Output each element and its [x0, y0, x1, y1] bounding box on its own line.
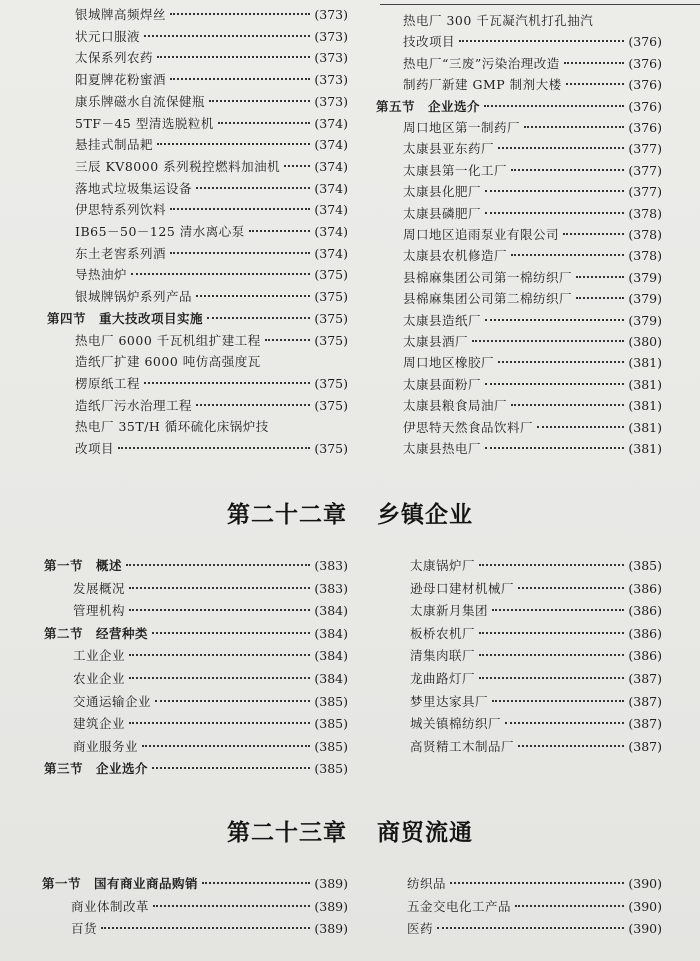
toc-page-number: (374) — [314, 158, 348, 174]
toc-page-number: (374) — [314, 137, 348, 153]
toc-entry — [75, 93, 348, 111]
header-rule — [380, 4, 700, 5]
toc-entry-title: 商业服务业 — [73, 738, 139, 754]
toc-entry — [75, 115, 348, 133]
toc-entry-title: 太康县化肥厂 — [403, 184, 482, 200]
toc-entry-title: 太康县亚东药厂 — [403, 141, 495, 157]
toc-page-number: (384) — [314, 648, 348, 664]
toc-entry-title: 建筑企业 — [73, 716, 126, 732]
leader-dots — [131, 273, 310, 275]
leader-dots — [126, 564, 310, 566]
toc-page-number: (383) — [314, 558, 348, 573]
toc-entry — [403, 55, 662, 73]
toc-entry — [410, 738, 662, 756]
toc-entry-title: 太康锅炉厂 — [410, 558, 476, 573]
leader-dots — [566, 83, 625, 85]
toc-entry — [403, 119, 662, 137]
toc-entry-title: 三辰 KV8000 系列税控燃料加油机 — [75, 158, 281, 174]
toc-page-number: (375) — [314, 289, 348, 305]
toc-entry-title: 悬挂式制品耙 — [75, 137, 154, 153]
toc-entry-title: 制药厂新建 GMP 制剂大楼 — [403, 77, 562, 93]
toc-entry-title: 太康县粮食局油厂 — [403, 398, 508, 414]
toc-entry — [73, 580, 348, 598]
leader-dots — [484, 105, 624, 107]
toc-page-number: (384) — [314, 603, 348, 619]
toc-page-number: (379) — [628, 312, 662, 328]
toc-entry — [403, 33, 662, 51]
toc-page-number: (375) — [314, 375, 348, 391]
toc-entry-title: 伊思特天然食品饮料厂 — [403, 419, 534, 435]
leader-dots — [563, 233, 624, 235]
toc-entry-title: 梦里达家具厂 — [410, 693, 489, 709]
toc-page-number: (376) — [628, 98, 662, 114]
leader-dots — [129, 654, 310, 656]
toc-entry-title: 医药 — [407, 921, 434, 937]
toc-page-number: (373) — [314, 72, 348, 88]
toc-entry — [403, 376, 662, 394]
toc-page-number: (379) — [628, 269, 662, 285]
toc-entry-title: 商业体制改革 — [71, 898, 150, 914]
toc-entry-title: 第一节 国有商业商品购销 — [42, 876, 199, 891]
toc-page-number: (387) — [628, 693, 662, 709]
leader-dots — [157, 56, 310, 58]
toc-page-number: (375) — [314, 441, 348, 456]
toc-page-number: (374) — [314, 245, 348, 261]
toc-entry — [75, 266, 348, 284]
toc-entry — [73, 602, 348, 620]
toc-entry — [410, 557, 662, 575]
toc-page-number: (383) — [314, 580, 348, 596]
toc-entry-title: 周口地区橡胶厂 — [403, 355, 495, 371]
toc-section-entry — [44, 625, 348, 643]
toc-entry-title: 热电厂 300 千瓦凝汽机打孔抽汽 — [403, 13, 594, 28]
toc-entry-title: 状元口服液 — [75, 28, 141, 44]
toc-entry-title: 银城牌高频焊丝 — [75, 7, 167, 22]
toc-entry — [71, 898, 348, 916]
toc-entry — [403, 183, 662, 201]
toc-page-number: (386) — [628, 580, 662, 596]
leader-dots — [196, 187, 310, 189]
toc-entry — [403, 290, 662, 308]
toc-entry — [75, 6, 348, 24]
toc-entry-title: 太康县磷肥厂 — [403, 205, 482, 221]
leader-dots — [209, 100, 310, 102]
toc-entry-title: 周口地区追雨泵业有限公司 — [403, 227, 560, 242]
toc-entry — [410, 625, 662, 643]
leader-dots — [511, 254, 624, 256]
toc-entry — [75, 180, 348, 198]
toc-page-number: (376) — [628, 120, 662, 135]
leader-dots — [144, 382, 310, 384]
toc-entry-title: 板桥农机厂 — [410, 625, 476, 641]
toc-page-number: (379) — [628, 291, 662, 307]
leader-dots — [576, 297, 624, 299]
toc-entry — [75, 158, 348, 176]
leader-dots — [437, 927, 624, 929]
leader-dots — [498, 361, 624, 363]
toc-entry-title: 太康县农机修造厂 — [403, 248, 508, 264]
toc-entry — [71, 920, 348, 938]
leader-dots — [129, 677, 310, 679]
leader-dots — [511, 404, 624, 406]
leader-dots — [492, 700, 624, 702]
toc-page-number: (373) — [314, 50, 348, 66]
toc-entry — [75, 201, 348, 219]
toc-entry-title: 造纸厂扩建 6000 吨仿高强度瓦 — [75, 354, 261, 370]
toc-page-number: (386) — [628, 603, 662, 619]
chapter-23-heading — [0, 814, 700, 847]
toc-page-number: (377) — [628, 141, 662, 157]
toc-page-number: (381) — [628, 355, 662, 371]
toc-page-number: (376) — [628, 55, 662, 71]
toc-entry-title: 落地式垃圾集运设备 — [75, 180, 193, 196]
toc-entry — [403, 312, 662, 330]
toc-page-number: (374) — [314, 224, 348, 239]
chapter-23-name: 商贸流通 — [377, 820, 473, 846]
toc-entry-title: 太康县酒厂 — [403, 334, 469, 349]
toc-page-number: (385) — [314, 693, 348, 709]
toc-entry-title: 太康新月集团 — [410, 603, 489, 619]
leader-dots — [153, 905, 310, 907]
toc-section-entry — [42, 875, 348, 893]
leader-dots — [511, 169, 624, 171]
leader-dots — [284, 165, 310, 167]
toc-page-number: (389) — [314, 898, 348, 914]
toc-entry — [407, 898, 662, 916]
toc-entry — [410, 580, 662, 598]
toc-entry — [410, 602, 662, 620]
toc-entry-title: 第四节 重大技改项目实施 — [47, 310, 204, 326]
toc-entry-title: 热电厂 35T/H 循环硫化床锅炉技 — [75, 419, 269, 435]
toc-page-number: (389) — [314, 921, 348, 937]
toc-page-number: (386) — [628, 648, 662, 664]
toc-entry-title: 东土老窖系列酒 — [75, 245, 167, 261]
toc-entry-title: 太康县造纸厂 — [403, 312, 482, 328]
toc-entry — [403, 440, 662, 458]
toc-entry — [75, 71, 348, 89]
toc-entry-title: 热电厂 6000 千瓦机组扩建工程 — [75, 332, 261, 348]
toc-page-number: (381) — [628, 398, 662, 414]
toc-entry-title: 第五节 企业选介 — [376, 98, 481, 114]
toc-entry-title: 第二节 经营种类 — [44, 625, 149, 641]
toc-entry-title: 热电厂“三废”污染治理改造 — [403, 55, 560, 71]
toc-entry — [75, 397, 348, 415]
toc-entry — [75, 332, 348, 350]
leader-dots — [450, 882, 624, 884]
toc-entry — [73, 670, 348, 688]
toc-page-number: (390) — [628, 898, 662, 914]
toc-entry — [75, 49, 348, 67]
toc-entry — [75, 288, 348, 306]
leader-dots — [459, 40, 624, 42]
toc-entry-title: 第三节 企业选介 — [44, 761, 149, 777]
toc-entry-title: 县棉麻集团公司第一棉纺织厂 — [403, 269, 573, 285]
toc-page-number: (381) — [628, 441, 662, 456]
leader-dots — [472, 340, 624, 342]
toc-entry-title: 农业企业 — [73, 671, 126, 686]
leader-dots — [249, 230, 311, 232]
leader-dots — [537, 426, 624, 428]
toc-entry-title: 太康县第一化工厂 — [403, 162, 508, 178]
toc-page-number: (374) — [314, 180, 348, 196]
toc-entry — [403, 419, 662, 437]
toc-entry-title: 发展概况 — [73, 580, 126, 596]
leader-dots — [144, 35, 310, 37]
toc-entry — [75, 245, 348, 263]
chapter-22-name: 乡镇企业 — [377, 502, 473, 528]
toc-entry-continued — [403, 12, 593, 30]
toc-entry-title: 改项目 — [75, 441, 115, 456]
toc-entry — [75, 440, 348, 458]
toc-entry — [73, 738, 348, 756]
leader-dots — [265, 339, 311, 341]
toc-entry-title: 第一节 概述 — [44, 558, 123, 573]
chapter-23-number: 第二十三章 — [227, 820, 347, 846]
toc-entry — [403, 162, 662, 180]
toc-entry — [403, 76, 662, 94]
toc-entry-continued — [75, 418, 269, 436]
toc-page-number: (377) — [628, 184, 662, 200]
leader-dots — [101, 927, 310, 929]
toc-entry-title: 阳夏牌花粉蜜酒 — [75, 72, 167, 88]
toc-entry — [73, 647, 348, 665]
toc-page-number: (377) — [628, 162, 662, 178]
toc-page-number: (374) — [314, 202, 348, 218]
chapter-22-heading — [0, 496, 700, 529]
toc-entry-title: 技改项目 — [403, 34, 456, 50]
toc-page-number: (373) — [314, 7, 348, 22]
toc-entry-title: 太康县面粉厂 — [403, 376, 482, 392]
toc-entry-title: 百货 — [71, 921, 98, 937]
toc-entry — [403, 269, 662, 287]
leader-dots — [170, 78, 310, 80]
toc-entry-title: 造纸厂污水治理工程 — [75, 397, 193, 413]
toc-entry-title: 太康县热电厂 — [403, 441, 482, 456]
toc-entry-title: 5TF－45 型清选脱粒机 — [75, 115, 214, 131]
toc-page-number: (381) — [628, 376, 662, 392]
toc-page-number: (387) — [628, 671, 662, 686]
toc-page-number: (373) — [314, 28, 348, 44]
toc-page-number: (375) — [314, 397, 348, 413]
leader-dots — [129, 722, 310, 724]
toc-entry — [403, 354, 662, 372]
leader-dots — [170, 208, 310, 210]
toc-entry-title: 周口地区第一制药厂 — [403, 120, 521, 135]
toc-page-number: (385) — [314, 761, 348, 777]
toc-entry-title: 管理机构 — [73, 603, 126, 619]
leader-dots — [505, 722, 624, 724]
toc-section-entry — [44, 760, 348, 778]
toc-entry-title: 城关镇棉纺织厂 — [410, 716, 502, 732]
toc-page-number: (378) — [628, 205, 662, 221]
toc-section-entry — [376, 98, 662, 116]
leader-dots — [129, 609, 310, 611]
leader-dots — [479, 632, 624, 634]
leader-dots — [485, 190, 624, 192]
toc-entry-title: IB65－50－125 清水离心泵 — [75, 224, 245, 239]
toc-entry — [407, 920, 662, 938]
leader-dots — [479, 564, 624, 566]
toc-entry-title: 工业企业 — [73, 648, 126, 664]
toc-page-number: (390) — [628, 876, 662, 891]
toc-page-number: (381) — [628, 419, 662, 435]
leader-dots — [118, 447, 310, 449]
toc-page-number: (376) — [628, 34, 662, 50]
toc-page-number: (378) — [628, 227, 662, 242]
toc-page-number: (375) — [314, 310, 348, 326]
toc-section-entry — [44, 557, 348, 575]
leader-dots — [485, 212, 624, 214]
leader-dots — [518, 587, 624, 589]
toc-entry — [403, 333, 662, 351]
toc-entry-title: 清集肉联厂 — [410, 648, 476, 664]
leader-dots — [479, 654, 624, 656]
toc-entry — [403, 247, 662, 265]
leader-dots — [479, 677, 624, 679]
toc-entry — [75, 375, 348, 393]
leader-dots — [485, 447, 624, 449]
leader-dots — [142, 745, 310, 747]
leader-dots — [152, 767, 310, 769]
toc-entry — [410, 670, 662, 688]
toc-entry — [73, 693, 348, 711]
toc-entry — [403, 397, 662, 415]
toc-page-number: (387) — [628, 716, 662, 732]
toc-entry-title: 纺织品 — [407, 876, 447, 891]
chapter-22-number: 第二十二章 — [227, 502, 347, 528]
leader-dots — [218, 122, 311, 124]
toc-page-number: (375) — [314, 332, 348, 348]
toc-page-number: (385) — [314, 738, 348, 754]
leader-dots — [518, 745, 624, 747]
leader-dots — [152, 632, 310, 634]
toc-page-number: (373) — [314, 93, 348, 109]
toc-page-number: (375) — [314, 267, 348, 283]
leader-dots — [196, 295, 310, 297]
toc-entry-title: 五金交电化工产品 — [407, 898, 512, 914]
leader-dots — [196, 404, 310, 406]
leader-dots — [485, 319, 624, 321]
toc-entry-continued — [75, 353, 261, 371]
toc-page-number: (378) — [628, 248, 662, 264]
toc-entry-title: 龙曲路灯厂 — [410, 671, 476, 686]
toc-entry-title: 银城牌锅炉系列产品 — [75, 289, 193, 305]
leader-dots — [170, 13, 310, 15]
toc-entry-title: 太保系列农药 — [75, 50, 154, 66]
toc-entry — [403, 140, 662, 158]
toc-entry-title: 伊思特系列饮料 — [75, 202, 167, 218]
leader-dots — [155, 700, 310, 702]
toc-entry-title: 逊母口建材机械厂 — [410, 580, 515, 596]
toc-entry-title: 康乐牌磁水自流保健瓶 — [75, 93, 206, 109]
toc-page-number: (384) — [314, 625, 348, 641]
toc-entry-title: 交通运输企业 — [73, 693, 152, 709]
leader-dots — [564, 62, 625, 64]
toc-entry — [73, 715, 348, 733]
toc-page-number: (380) — [628, 334, 662, 349]
toc-page-number: (385) — [628, 558, 662, 573]
toc-page-number: (387) — [628, 738, 662, 754]
leader-dots — [202, 882, 310, 884]
toc-entry-title: 高贤精工木制品厂 — [410, 738, 515, 754]
toc-entry — [407, 875, 662, 893]
toc-entry — [410, 693, 662, 711]
toc-entry — [403, 226, 662, 244]
toc-page-number: (390) — [628, 921, 662, 937]
toc-page-number: (374) — [314, 115, 348, 131]
toc-entry-title: 县棉麻集团公司第二棉纺织厂 — [403, 291, 573, 307]
toc-page-number: (385) — [314, 716, 348, 732]
toc-entry — [403, 205, 662, 223]
toc-page-number: (376) — [628, 77, 662, 93]
toc-page-number: (389) — [314, 876, 348, 891]
leader-dots — [524, 126, 624, 128]
leader-dots — [515, 905, 624, 907]
toc-page-number: (384) — [314, 671, 348, 686]
toc-entry — [75, 28, 348, 46]
leader-dots — [157, 143, 310, 145]
toc-entry — [75, 223, 348, 241]
leader-dots — [485, 383, 624, 385]
toc-entry — [410, 647, 662, 665]
leader-dots — [129, 587, 310, 589]
leader-dots — [576, 276, 624, 278]
toc-entry-title: 导热油炉 — [75, 267, 128, 283]
toc-entry — [410, 715, 662, 733]
toc-page-number: (386) — [628, 625, 662, 641]
toc-entry — [75, 136, 348, 154]
leader-dots — [498, 147, 624, 149]
toc-section-entry — [47, 310, 348, 328]
leader-dots — [170, 252, 310, 254]
toc-entry-title: 楞原纸工程 — [75, 375, 141, 391]
leader-dots — [492, 609, 624, 611]
leader-dots — [207, 317, 310, 319]
